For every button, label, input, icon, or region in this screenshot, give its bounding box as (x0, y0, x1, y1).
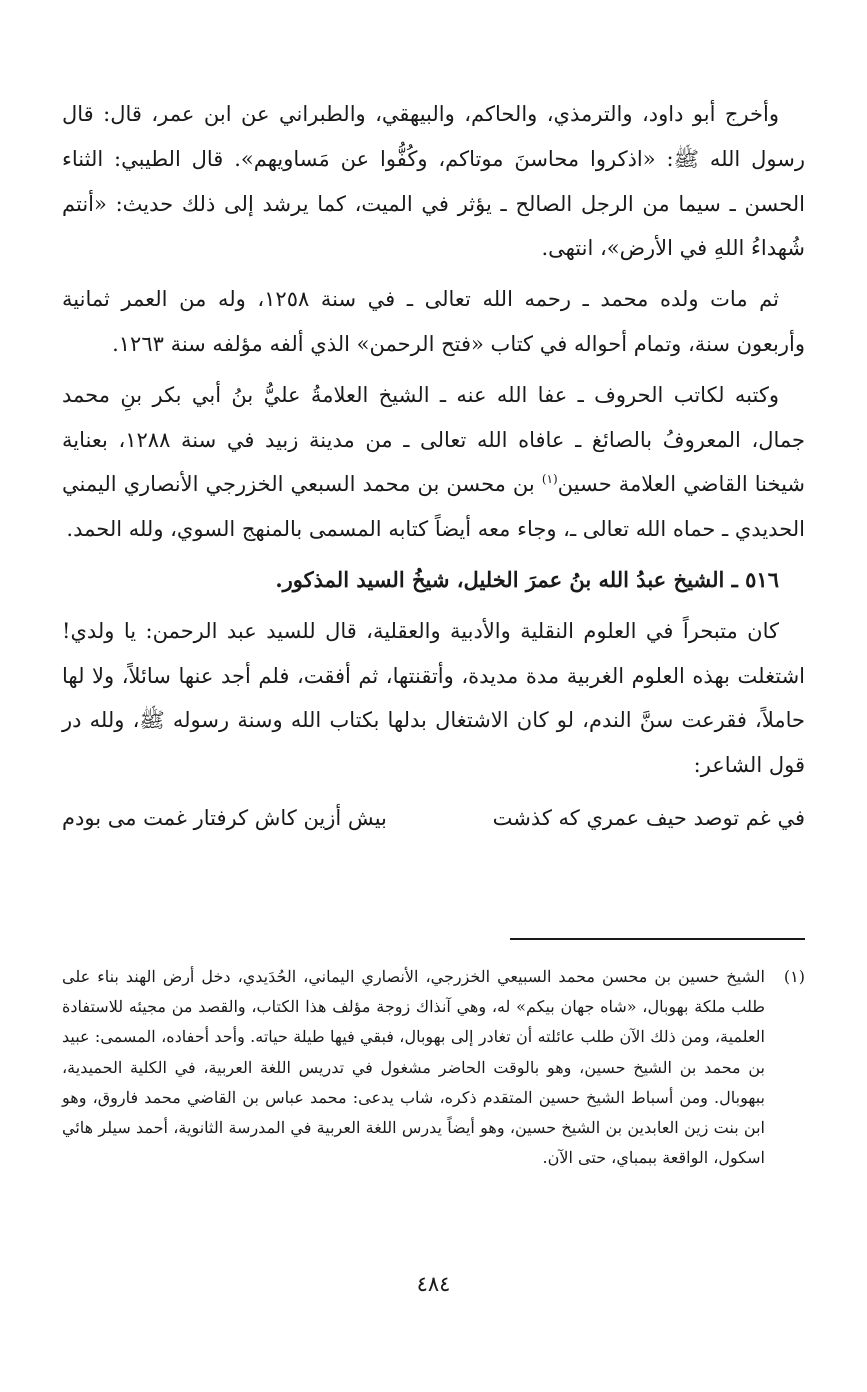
paragraph-copyist (62, 373, 805, 552)
main-text (62, 92, 805, 841)
paragraph-biography: كان متبحراً في العلوم النقلية والأدبية والعقلية، قال للسيد عبد الرحمن: يا ولدي! اشتغلت بهذه العلوم الغربية مدة مديدة، وأتقنتها، ثم أفقت، فلم أجد عنها سائلاً، ولا لها حاملاً، فقرعت سنَّ الندم، لو كان الاشتغال بدلها بكتاب الله وسنة رسوله ﷺ، ولله در قول الشاعر: (62, 618, 805, 778)
verse-first-hemistich: في غم توصد حيف عمري كه كذشت (492, 805, 805, 830)
verse-second-hemistich: بيش أزين كاش كرفتار غمت مى بودم (62, 805, 387, 830)
poetry-verse (62, 796, 805, 841)
page-number: ٤٨٤ (416, 1272, 451, 1296)
footnote-reference-marker[interactable]: (١) (541, 472, 558, 487)
paragraph-copyist-text: وكتبه لكاتب الحروف ـ عفا الله عنه ـ الشيخ العلامةُ عليُّ بنُ أبي بكر بنِ محمد جمال، المعروفُ بالصائغ ـ عافاه الله تعالى ـ من مدينة زبيد في سنة ١٢٨٨، بعناية شيخنا القاضي العلامة حسين (62, 382, 806, 497)
footnote-text: الشيخ حسين بن محسن محمد السبيعي الخزرجي، الأنصاري اليماني، الحُدَيدي، دخل أرض الهند بناء على طلب ملكة بهوبال، «شاه جهان بيكم» له، وهي آنذاك زوجة مؤلف هذا الكتاب، والقصد من مجيئه للاستفادة العلمية، ومن ذلك الآن طلب عائلته أن تغادر إلى بهوبال، فبقي فيها طيلة حياته. وأحد أحفاده، المسمى: عبيد بن محمد بن الشيخ حسين، وهو بالوقت الحاضر مشغول في تدريس اللغة العربية، في الكلية الحميدية، ببهوبال. ومن أسباط الشيخ حسين المتقدم ذكره، شاب يدعى: محمد عباس بن القاضي محمد فاروق، وهو ابن بنت زين العابدين بن الشيخ حسين، وهو أيضاً يدرس اللغة العربية في المدرسة الثانوية، أحمد سيلر هائي اسكول، الواقعة ببمباي، حتى الآن. (62, 967, 766, 1168)
footnote-number: (١) (783, 967, 805, 986)
paragraph-hadith: وأخرج أبو داود، والترمذي، والحاكم، والبيهقي، والطبراني عن ابن عمر، قال: قال رسول الله ﷺ: «اذكروا محاسنَ موتاكم، وكُفُّوا عن مَساويهم». قال الطيبي: الثناء الحسن ـ سيما من الرجل الصالح ـ يؤثر في الميت، كما يرشد إلى ذلك حديث: «أنتم شُهداءُ اللهِ في الأرض»، انتهى. (62, 102, 805, 261)
footnote (62, 962, 805, 1173)
paragraph-death-note: ثم مات ولده محمد ـ رحمه الله تعالى ـ في سنة ١٢٥٨، وله من العمر ثمانية وأربعون سنة، وتمام أحواله في كتاب «فتح الرحمن» الذي ألفه مؤلفه سنة ١٢٦٣. (62, 287, 805, 356)
footnote-separator (510, 938, 805, 940)
entry-heading: ٥١٦ ـ الشيخ عبدُ الله بنُ عمرَ الخليل، شيخُ السيد المذكور. (275, 566, 779, 592)
paragraph-copyist-text-continued: بن محسن بن محمد السبعي الخزرجي الأنصاري اليمني الحديدي ـ حماه الله تعالى ـ، وجاء معه أيضاً كتابه المسمى بالمنهج السوي، ولله الحمد. (62, 472, 805, 542)
